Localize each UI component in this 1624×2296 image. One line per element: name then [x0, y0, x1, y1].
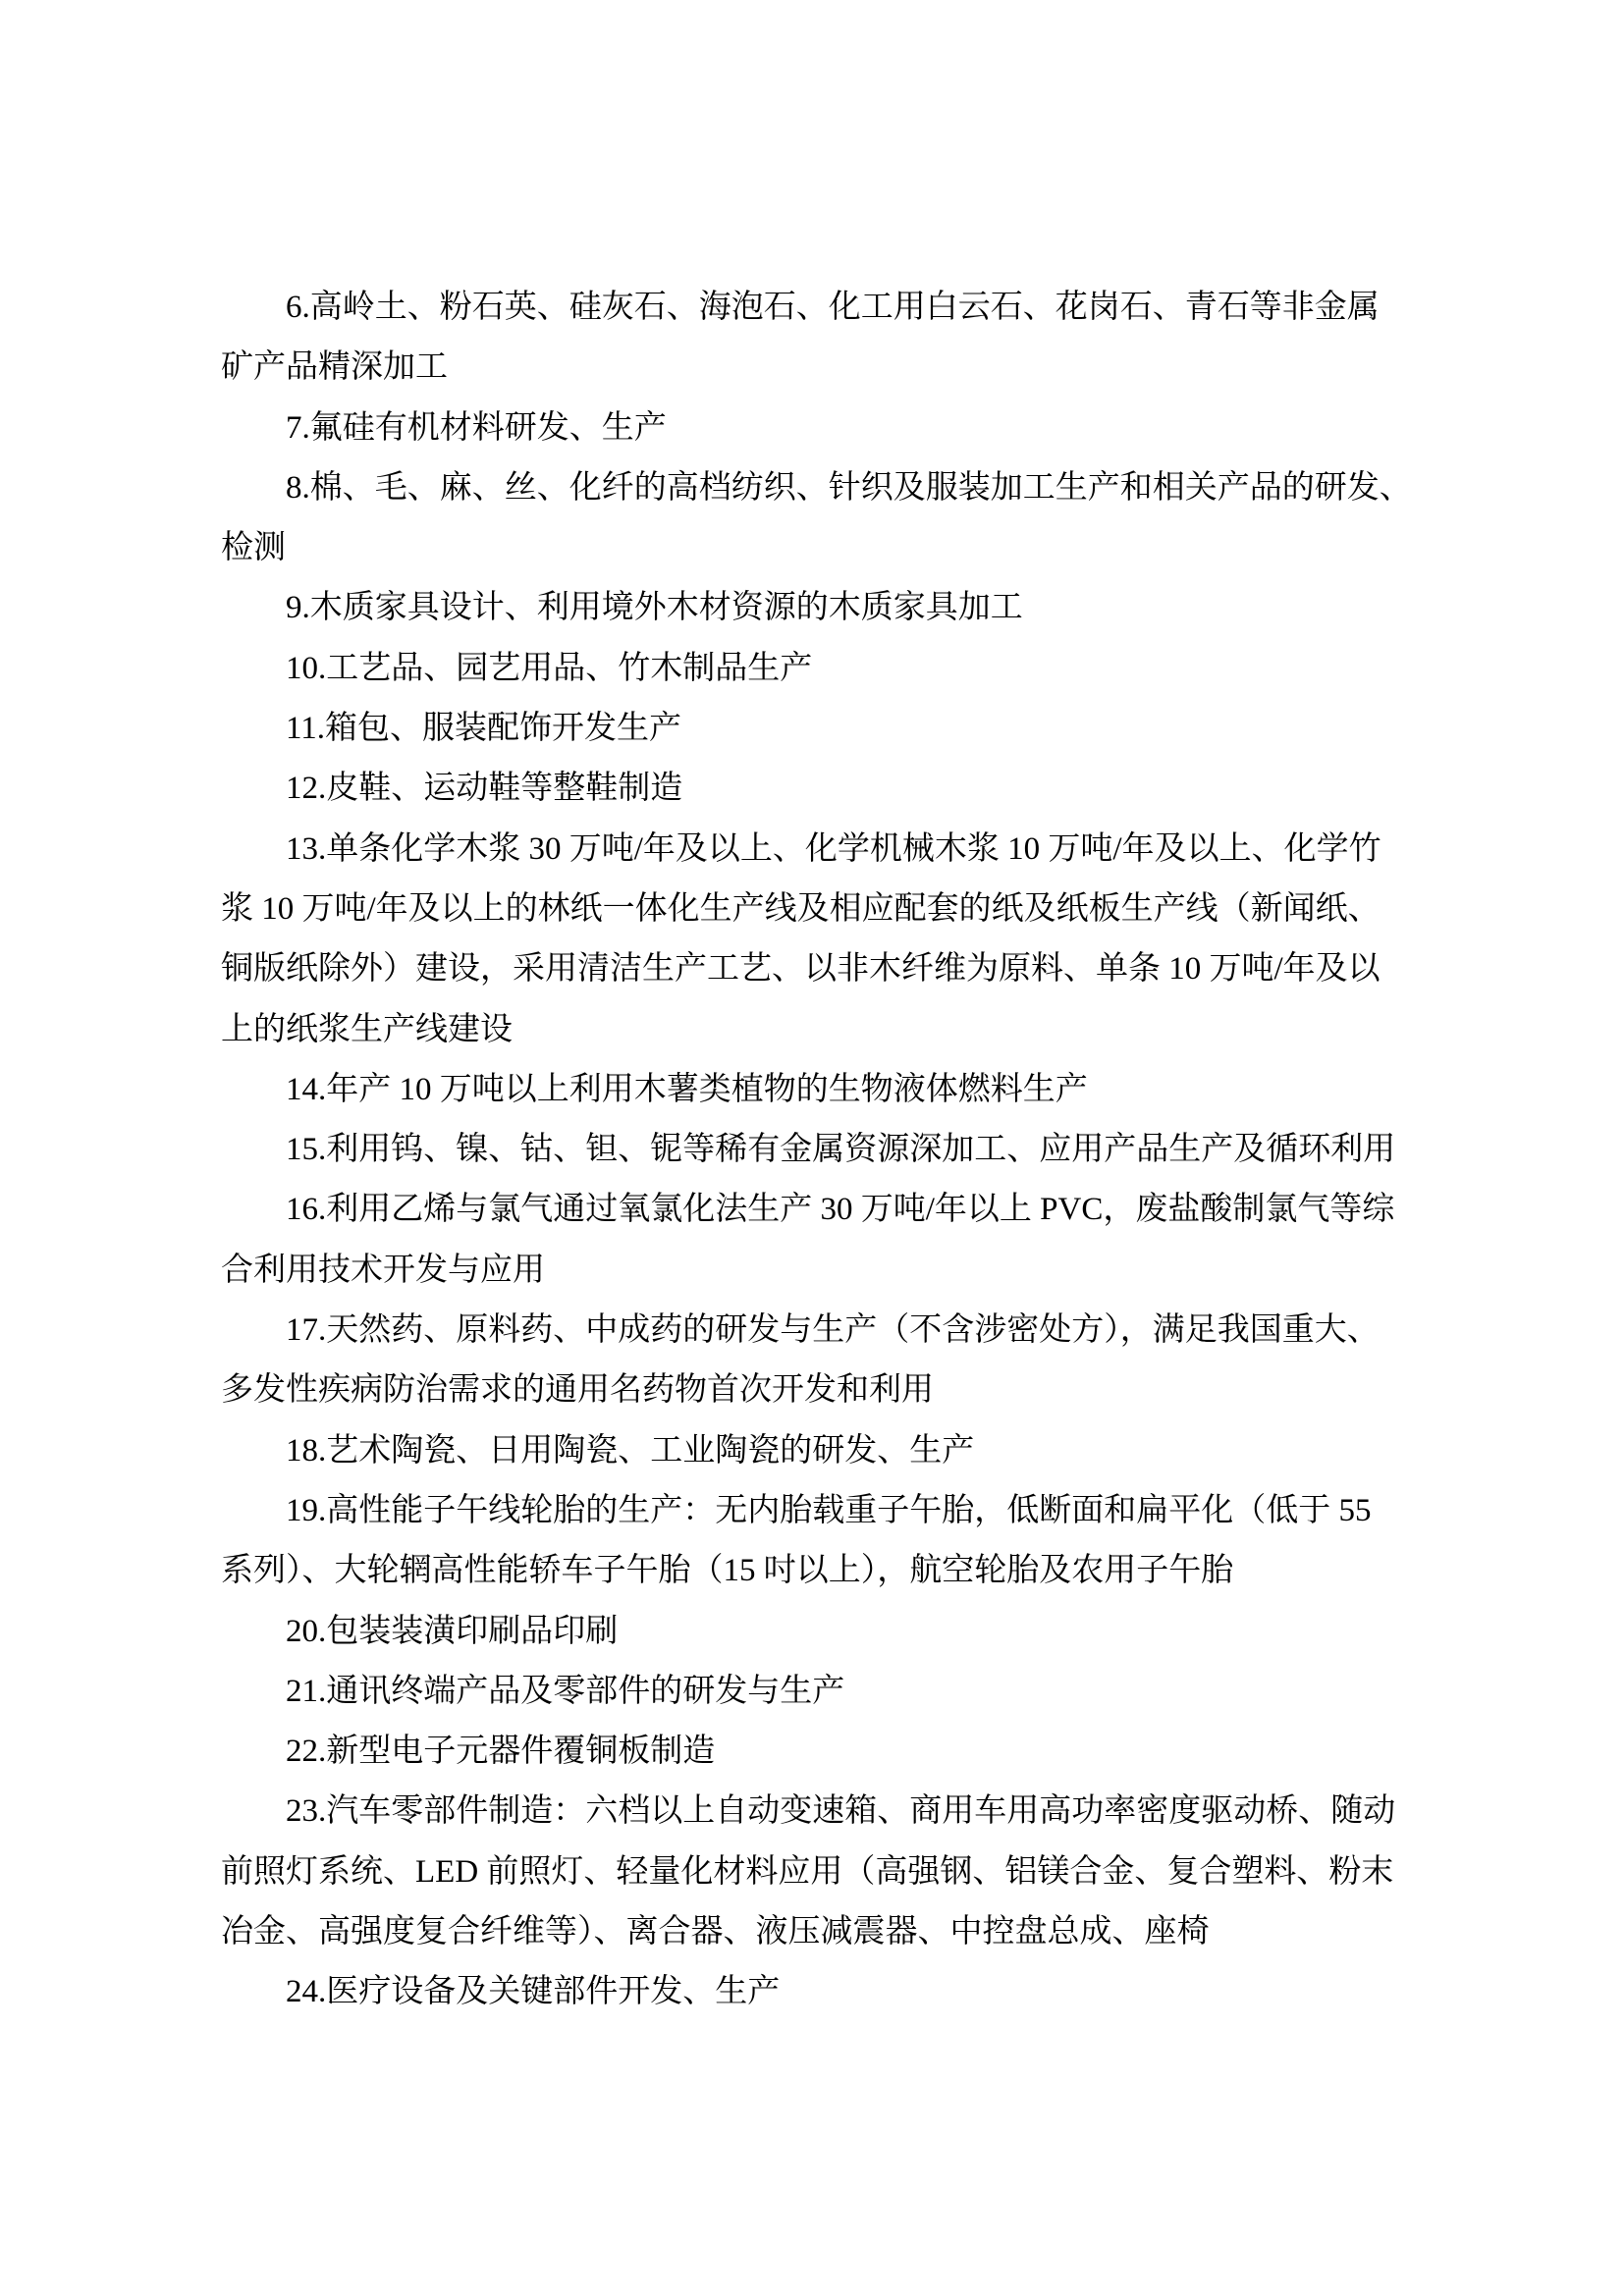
list-item-21: 21.通讯终端产品及零部件的研发与生产 [286, 1673, 845, 1709]
list-item-13-line-1: 13.单条化学木浆 30 万吨/年及以上、化学机械木浆 10 万吨/年及以上、化学竹 [286, 830, 1381, 867]
list-item-18: 18.艺术陶瓷、日用陶瓷、工业陶瓷的研发、生产 [286, 1432, 975, 1468]
list-item-12: 12.皮鞋、运动鞋等整鞋制造 [286, 771, 683, 807]
text-block [221, 278, 1429, 2023]
list-item-20: 20.包装装潢印刷品印刷 [286, 1613, 619, 1649]
list-item-23-line-2: 前照灯系统、LED 前照灯、轻量化材料应用（高强钢、铝镁合金、复合塑料、粉末 [221, 1853, 1394, 1890]
list-item-19-line-2: 系列）、大轮辋高性能轿车子午胎（15 吋以上），航空轮胎及农用子午胎 [221, 1553, 1234, 1589]
list-item-13-line-3: 铜版纸除外）建设，采用清洁生产工艺、以非木纤维为原料、单条 10 万吨/年及以 [221, 951, 1380, 988]
list-item-11: 11.箱包、服装配饰开发生产 [286, 711, 682, 747]
list-item-8-line-1: 8.棉、毛、麻、丝、化纤的高档纺织、针织及服装加工生产和相关产品的研发、 [286, 469, 1412, 506]
list-item-19-line-1: 19.高性能子午线轮胎的生产：无内胎载重子午胎，低断面和扁平化（低于 55 [286, 1492, 1372, 1528]
list-item-15: 15.利用钨、镍、钴、钽、铌等稀有金属资源深加工、应用产品生产及循环利用 [286, 1132, 1396, 1168]
list-item-6-line-1: 6.高岭土、粉石英、硅灰石、海泡石、化工用白云石、花岗石、青石等非金属 [286, 290, 1380, 325]
list-item-10: 10.工艺品、园艺用品、竹木制品生产 [286, 650, 813, 686]
list-item-22: 22.新型电子元器件覆铜板制造 [286, 1734, 716, 1770]
list-item-16-line-1: 16.利用乙烯与氯气通过氧氯化法生产 30 万吨/年以上 PVC，废盐酸制氯气等综 [286, 1192, 1395, 1228]
list-item-6-line-2: 矿产品精深加工 [221, 349, 448, 386]
list-item-8-line-2: 检测 [221, 530, 286, 566]
list-item-24: 24.医疗设备及关键部件开发、生产 [286, 1974, 781, 2010]
list-item-23-line-3: 冶金、高强度复合纤维等）、离合器、液压减震器、中控盘总成、座椅 [221, 1914, 1210, 1950]
list-item-7: 7.氟硅有机材料研发、生产 [286, 409, 667, 446]
list-item-13-line-2: 浆 10 万吨/年及以上的林纸一体化生产线及相应配套的纸及纸板生产线（新闻纸、 [221, 890, 1380, 927]
list-item-23-line-1: 23.汽车零部件制造：六档以上自动变速箱、商用车用高功率密度驱动桥、随动 [286, 1793, 1396, 1830]
list-item-14: 14.年产 10 万吨以上利用木薯类植物的生物液体燃料生产 [286, 1071, 1088, 1107]
list-item-17-line-1: 17.天然药、原料药、中成药的研发与生产（不含涉密处方），满足我国重大、 [286, 1312, 1380, 1349]
list-item-17-line-2: 多发性疾病防治需求的通用名药物首次开发和利用 [221, 1372, 934, 1409]
list-item-13-line-4: 上的纸浆生产线建设 [221, 1011, 513, 1047]
list-item-9: 9.木质家具设计、利用境外木材资源的木质家具加工 [286, 590, 1023, 626]
list-item-16-line-2: 合利用技术开发与应用 [221, 1252, 545, 1288]
